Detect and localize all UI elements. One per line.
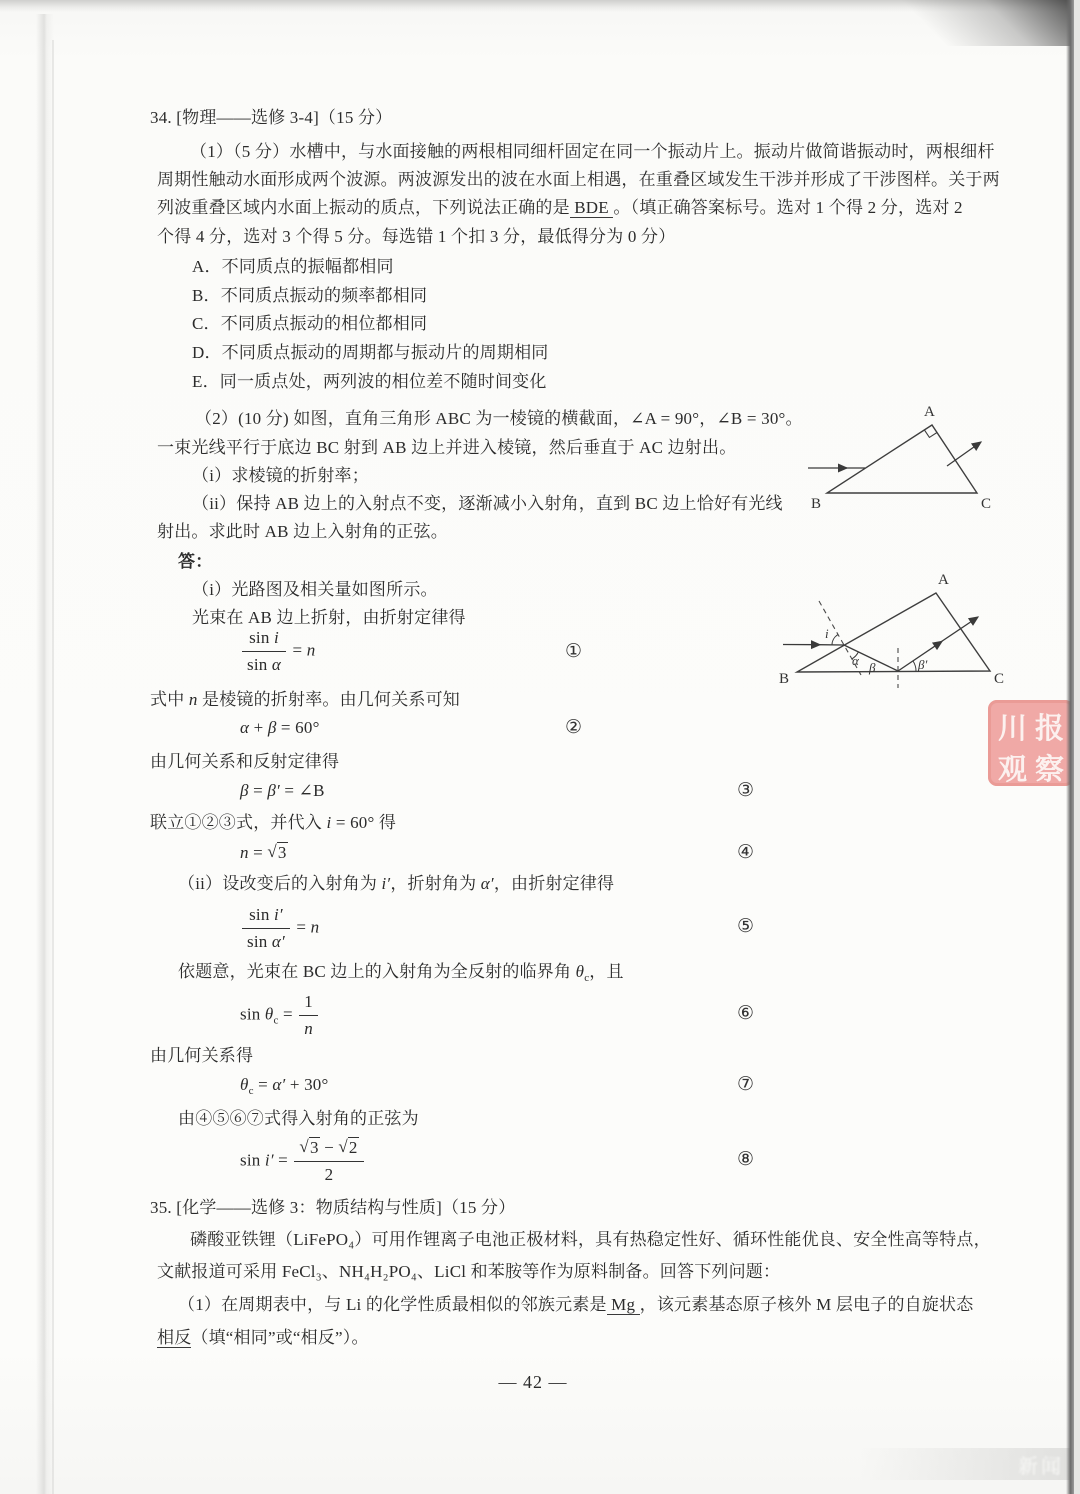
q35-title: 35. [化学——选修 3：物质结构与性质]（15 分） (150, 1198, 516, 1217)
ans-i-l4: 由几何关系和反射定律得 (150, 752, 340, 771)
q35-l4: 相反（填“相同”或“相反”）。 (157, 1328, 369, 1347)
option-a: A．不同质点的振幅都相同 (192, 257, 394, 276)
seal-char: 川 (997, 713, 1027, 745)
vertex-label-a: A (924, 404, 935, 420)
answer-label: 答： (178, 552, 213, 571)
formula-8: sin i′ = $\frac{√3 - √2}{2}$ (240, 1136, 366, 1187)
vertex-label-b: B (779, 671, 790, 687)
formula-1: $\frac{\text{sin i}}{\text{sin α}}$ = n (240, 626, 315, 677)
ans-i-l3: 式中 n 是棱镜的折射率。由几何关系可知 (150, 690, 461, 709)
formula-number: ① (565, 641, 583, 662)
q34-p2-ii-l2: 射出。求此时 AB 边上入射角的正弦。 (157, 522, 448, 541)
formula-5: $\frac{\text{sin i′}}{\text{sin α′}}$ = n (240, 903, 319, 954)
formula-4: n = √3 (240, 842, 287, 862)
exit-ray-arrow (940, 617, 978, 643)
press-seal-watermark (988, 700, 1074, 786)
seal-char: 观 (997, 754, 1027, 786)
q34-p1-l3: 列波重叠区域内水面上振动的质点，下列说法正确的是 BDE 。（填正确答案标号。选对 1 个得 2 分，选对 2 (157, 198, 963, 217)
seal-char: 察 (1034, 754, 1064, 786)
right-angle-mark (924, 430, 937, 438)
ans-ii-l4: 由④⑤⑥⑦式得入射角的正弦为 (178, 1109, 419, 1128)
corner-watermark-text: 新闻 (1018, 1455, 1064, 1478)
formula-number: ⑦ (737, 1074, 755, 1095)
vertex-label-b: B (811, 496, 822, 512)
formula-6: $\sin \theta_c$ = $\frac{1}{n}$ (240, 990, 320, 1041)
q34-p2-ii-l1: （ii）保持 AB 边上的入射点不变，逐渐减小入射角，直到 BC 边上恰好有光线 (192, 494, 783, 513)
ans-ii-l3: 由几何关系得 (150, 1046, 254, 1065)
scan-margin-right (1074, 0, 1080, 1494)
ans-i-l5: 联立①②③式，并代入 i = 60° 得 (150, 813, 397, 832)
exit-ray-arrow (947, 442, 981, 466)
prism-triangle (827, 425, 977, 493)
q34-title: 34. [物理——选修 3-4]（15 分） (150, 108, 393, 127)
vertex-label-c: C (981, 496, 992, 512)
q34-p1-l1: （1）（5 分）水槽中，与水面接触的两根相同细杆固定在同一个振动片上。振动片做简谐振动时，两根细杆 (190, 142, 995, 161)
prism-diagram-problem (795, 398, 1015, 513)
formula-number: ③ (737, 780, 755, 801)
angle-label-i: i (825, 626, 829, 641)
light-path-diagram-answer (775, 570, 1015, 695)
formula-3: β = β′ = ∠B (240, 781, 325, 800)
q35-l2: 文献报道可采用 FeCl₃、NH₄H₂PO₄、LiCl 和苯胺等作为原料制备。回答下列问题： (157, 1262, 781, 1281)
seal-char: 报 (1034, 713, 1064, 745)
q34-p2-i: （i）求棱镜的折射率； (192, 466, 369, 485)
ans-ii-l2: 依题意，光束在 BC 边上的入射角为全反射的临界角 $\theta_c$，且 (178, 962, 624, 984)
q34-p2-l2: 一束光线平行于底边 BC 射到 AB 边上并进入棱镜，然后垂直于 AC 边射出。 (157, 438, 737, 457)
formula-2: α + β = 60° (240, 718, 320, 737)
q34-p1-l4: 个得 4 分，选对 3 个得 5 分。每选错 1 个扣 3 分，最低得分为 0 分） (157, 227, 676, 246)
corner-watermark (860, 1448, 1074, 1480)
page-number: — 42 — (498, 1372, 568, 1392)
scan-edge-right (1066, 0, 1074, 1494)
q35-l3: （1）在周期表中，与 Li 的化学性质最相似的邻族元素是 Mg ，该元素基态原子核外 M 层电子的自旋状态 (178, 1295, 974, 1314)
vertex-label-a: A (938, 572, 949, 588)
ans-i-l1: （i）光路图及相关量如图所示。 (192, 580, 438, 599)
angle-label-alpha: α (852, 653, 859, 668)
option-e: E．同一质点处，两列波的相位差不随时间变化 (192, 372, 547, 391)
page-fold-line-2 (52, 40, 54, 1494)
angle-label-beta-prime: β′ (918, 657, 928, 672)
q34-p2-l1: （2）(10 分) 如图，直角三角形 ABC 为一棱镜的横截面，∠A = 90°，∠B = 30°。 (195, 409, 803, 428)
formula-number: ④ (737, 842, 755, 863)
q34-p1-l2: 周期性触动水面形成两个波源。两波源发出的波在水面上相遇，在重叠区域发生干涉并形成了干涉图样。关于两 (157, 170, 1000, 189)
formula-number: ⑤ (737, 916, 755, 937)
ans-i-l2: 光束在 AB 边上折射，由折射定律得 (192, 608, 466, 627)
q35-l1: 磷酸亚铁锂（LiFePO₄）可用作锂离子电池正极材料，具有热稳定性好、循环性能优良、安全性高等特点， (190, 1230, 991, 1249)
angle-arc-i (832, 635, 838, 645)
ans-ii-l1: （ii）设改变后的入射角为 i′，折射角为 α′，由折射定律得 (178, 874, 615, 893)
option-d: D．不同质点振动的周期都与振动片的周期相同 (192, 343, 549, 362)
option-c: C．不同质点振动的相位都相同 (192, 314, 428, 333)
vertex-label-c: C (994, 671, 1005, 687)
formula-7: $\theta_c = \alpha' + 30^\circ$ (240, 1075, 329, 1097)
formula-number: ② (565, 717, 583, 738)
scan-smudge-top-right (850, 0, 1080, 46)
angle-label-beta: β (869, 660, 876, 675)
formula-number: ⑧ (737, 1149, 755, 1170)
formula-number: ⑥ (737, 1003, 755, 1024)
angle-arc-beta-prime (913, 661, 916, 671)
option-b: B．不同质点振动的频率都相同 (192, 286, 428, 305)
